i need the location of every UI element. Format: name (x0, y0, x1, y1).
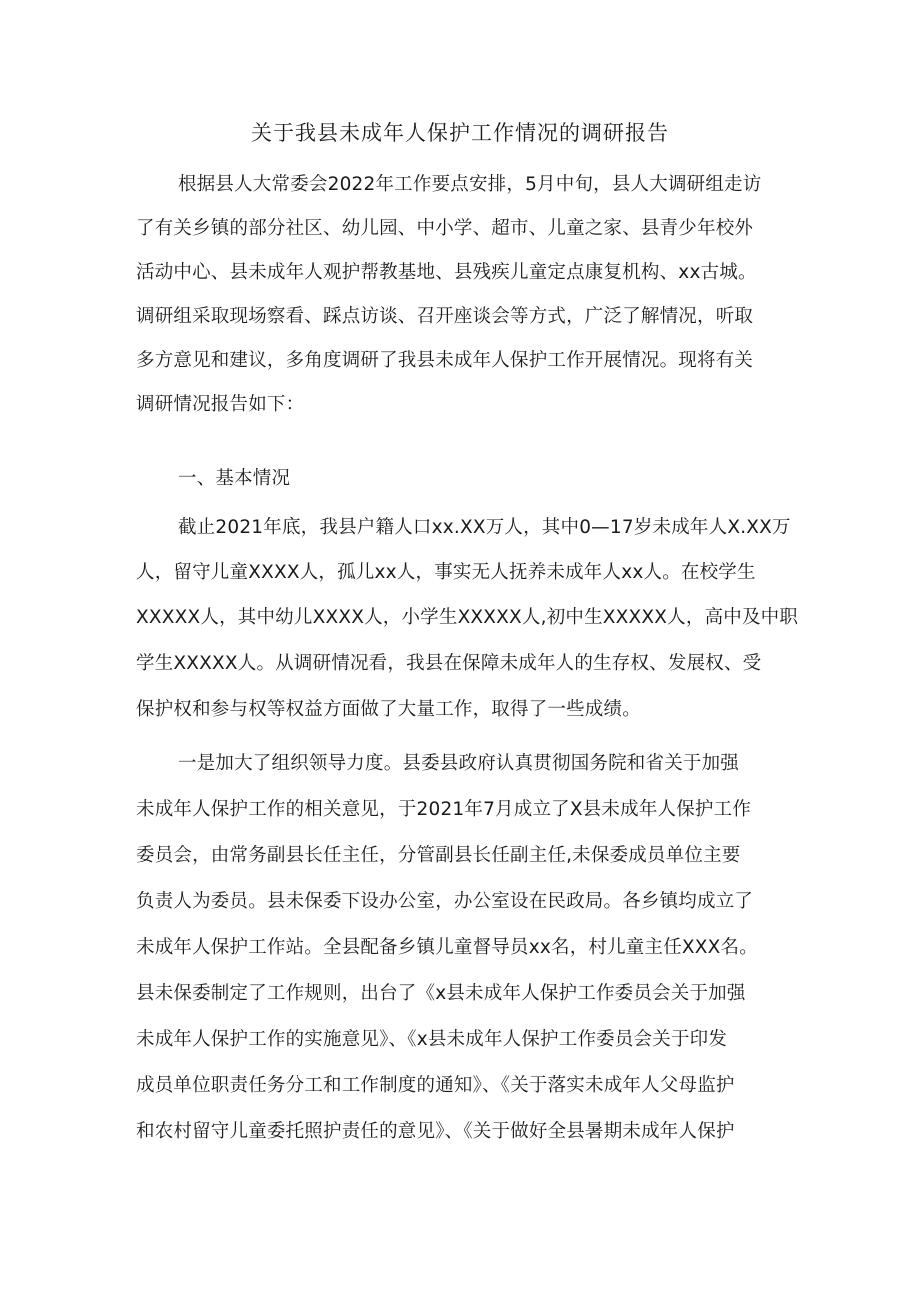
paragraph-line: 未成年人保护工作站。全县配备乡镇儿童督导员xx名，村儿童主任XXX名。 (136, 937, 758, 958)
paragraph-line: 人，留守儿童XXXX人，孤儿xx人，事实无人抚养未成年人xx人。在校学生 (136, 562, 756, 583)
paragraph-line: 成员单位职责任务分工和工作制度的通知》、《关于落实未成年人父母监护 (136, 1075, 735, 1096)
paragraph-line: 负责人为委员。县未保委下设办公室，办公室设在民政局。各乡镇均成立了 (136, 891, 754, 912)
document-title: 关于我县未成年人保护工作情况的调研报告 (251, 121, 669, 145)
paragraph-line: 活动中心、县未成年人观护帮教基地、县残疾儿童定点康复机构、xx古城。 (136, 262, 757, 283)
paragraph-line: 保护权和参与权等权益方面做了大量工作，取得了一些成绩。 (136, 699, 641, 720)
paragraph-line: 调研组采取现场察看、踩点访谈、召开座谈会等方式，广泛了解情况，听取 (136, 306, 754, 327)
paragraph-line: 截止2021年底，我县户籍人口xx.XX万人，其中0—17岁未成年人X.XX万 (178, 517, 791, 538)
paragraph-line: 和农村留守儿童委托照护责任的意见》、《关于做好全县暑期未成年人保护 (136, 1121, 735, 1142)
paragraph-line: XXXXX人，其中幼儿XXXX人，小学生XXXXX人,初中生XXXXX人，高中及中职 (136, 607, 799, 628)
paragraph-line: 县未保委制定了工作规则，出台了《x县未成年人保护工作委员会关于加强 (136, 983, 746, 1004)
paragraph-line: 学生XXXXX人。从调研情况看，我县在保障未成年人的生存权、发展权、受 (136, 653, 762, 674)
paragraph-line: 多方意见和建议，多角度调研了我县未成年人保护工作开展情况。现将有关 (136, 350, 754, 371)
paragraph-line: 了有关乡镇的部分社区、幼儿园、中小学、超市、儿童之家、县青少年校外 (136, 218, 754, 239)
paragraph-line: 未成年人保护工作的实施意见》、《x县未成年人保护工作委员会关于印发 (136, 1029, 728, 1050)
paragraph-line: 未成年人保护工作的相关意见，于2021年7月成立了X县未成年人保护工作 (136, 799, 752, 820)
paragraph-line: 调研情况报告如下： (136, 394, 305, 415)
paragraph-line: 根据县人大常委会2022年工作要点安排，5月中旬，县人大调研组走访 (178, 174, 762, 195)
paragraph-line: 委员会，由常务副县长任主任，分管副县长任副主任,未保委成员单位主要 (136, 845, 741, 866)
paragraph-line: 一是加大了组织领导力度。县委县政府认真贯彻国务院和省关于加强 (178, 753, 740, 774)
section-heading: 一、基本情况 (178, 468, 291, 489)
